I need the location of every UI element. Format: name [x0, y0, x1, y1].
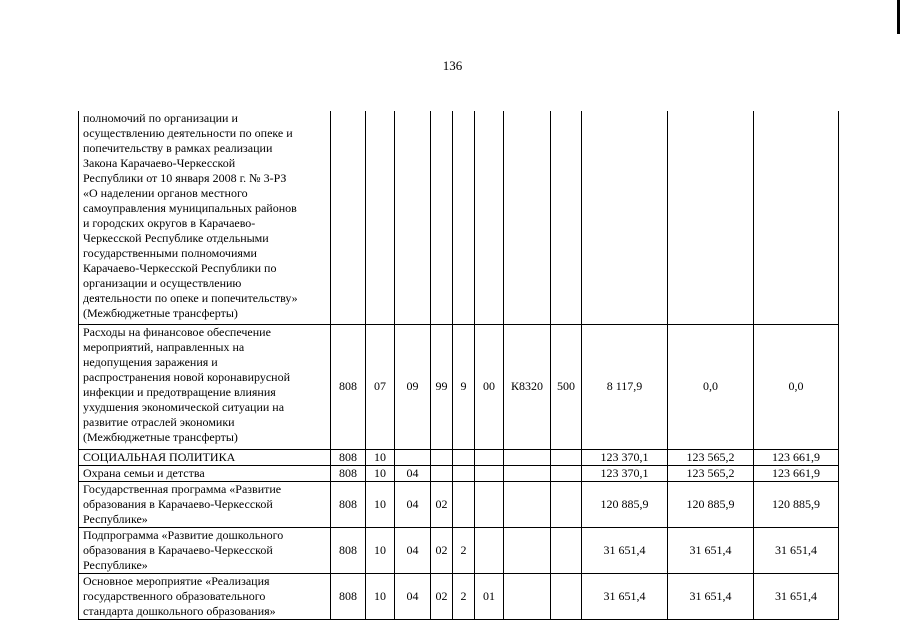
item-name-line: образования в Карачаево-Черкесской [83, 542, 273, 557]
section-cell: 10 [366, 527, 395, 573]
event-cell: 00 [475, 324, 504, 449]
item-name-line: «О наделении органов местного [83, 186, 248, 200]
item-name-line: государственного образовательного [83, 588, 266, 603]
item-name-cell [79, 465, 331, 481]
item-name-cell [79, 481, 331, 527]
item-name-line: осуществлению деятельности по опеке и [83, 126, 293, 140]
section-cell: 10 [366, 573, 395, 619]
admin-code-cell [331, 111, 366, 324]
subprogram-cell [453, 465, 475, 481]
item-name-line: полномочий по организации и [83, 111, 238, 125]
amount-2022-cell: 31 651,4 [754, 573, 839, 619]
subsection-cell: 04 [395, 465, 431, 481]
subprogram-cell [453, 111, 475, 324]
section-cell: 10 [366, 465, 395, 481]
amount-2021-cell: 120 885,9 [668, 481, 754, 527]
amount-2022-cell: 123 661,9 [754, 465, 839, 481]
item-name-line: организации и осуществлению [83, 276, 242, 290]
amount-2021-cell: 31 651,4 [668, 527, 754, 573]
table-row [79, 527, 839, 573]
admin-code-cell: 808 [331, 573, 366, 619]
direction-cell [504, 573, 551, 619]
subsection-cell [395, 111, 431, 324]
subprogram-cell: 9 [453, 324, 475, 449]
subprogram-cell: 2 [453, 527, 475, 573]
item-name-line: самоуправления муниципальных районов [83, 201, 297, 215]
amount-2020-cell: 123 370,1 [582, 465, 668, 481]
expense-type-cell [551, 465, 582, 481]
program-cell [431, 111, 453, 324]
amount-2022-cell [754, 111, 839, 324]
event-cell [475, 465, 504, 481]
table-row [79, 481, 839, 527]
amount-2021-cell: 123 565,2 [668, 449, 754, 465]
subsection-cell: 09 [395, 324, 431, 449]
item-name-line: Закона Карачаево-Черкесской [83, 156, 236, 170]
direction-cell [504, 111, 551, 324]
subprogram-cell [453, 481, 475, 527]
admin-code-cell: 808 [331, 465, 366, 481]
item-name-line: Карачаево-Черкесской Республики по [83, 261, 277, 275]
item-name-cell [79, 573, 331, 619]
section-cell: 10 [366, 449, 395, 465]
expense-type-cell [551, 573, 582, 619]
admin-code-cell: 808 [331, 449, 366, 465]
program-cell [431, 465, 453, 481]
amount-2021-cell: 0,0 [668, 324, 754, 449]
section-cell: 07 [366, 324, 395, 449]
item-name-line: государственными полномочиями [83, 246, 257, 260]
item-name-line: недопущения заражения и [83, 354, 218, 369]
item-name-cell [79, 111, 331, 324]
item-name-line: образования в Карачаево-Черкесской [83, 496, 273, 511]
item-name-line: ухудшения экономической ситуации на [83, 399, 285, 414]
program-cell: 02 [431, 573, 453, 619]
subsection-cell: 04 [395, 573, 431, 619]
item-name-line: (Межбюджетные трансферты) [83, 429, 238, 444]
amount-2020-cell: 31 651,4 [582, 573, 668, 619]
program-cell: 02 [431, 481, 453, 527]
table-row [79, 465, 839, 481]
section-cell [366, 111, 395, 324]
item-name-line: Расходы на финансовое обеспечение [83, 324, 271, 339]
expense-type-cell [551, 449, 582, 465]
event-cell: 01 [475, 573, 504, 619]
amount-2020-cell: 123 370,1 [582, 449, 668, 465]
program-cell [431, 449, 453, 465]
admin-code-cell: 808 [331, 324, 366, 449]
item-name-line: мероприятий, направленных на [83, 339, 245, 354]
page-number: 136 [442, 58, 463, 73]
item-name-line: Охрана семьи и детства [83, 465, 205, 480]
item-name-line: Республике» [83, 511, 148, 526]
direction-cell [504, 527, 551, 573]
program-cell: 99 [431, 324, 453, 449]
budget-table [78, 111, 839, 620]
item-name-line: Республики от 10 января 2008 г. № 3-РЗ [83, 171, 287, 185]
subprogram-cell [453, 449, 475, 465]
direction-cell [504, 449, 551, 465]
subsection-cell: 04 [395, 481, 431, 527]
item-name-line: Подпрограмма «Развитие дошкольного [83, 527, 284, 542]
direction-cell: К8320 [504, 324, 551, 449]
item-name-line: деятельности по опеке и попечительству» [83, 291, 298, 305]
direction-cell [504, 465, 551, 481]
item-name-line: Республике» [83, 557, 148, 572]
table-row [79, 449, 839, 465]
item-name-line: попечительству в рамках реализации [83, 141, 273, 155]
amount-2021-cell [668, 111, 754, 324]
item-name-cell [79, 324, 331, 449]
amount-2022-cell: 0,0 [754, 324, 839, 449]
item-name-line: и городских округов в Карачаево- [83, 216, 256, 230]
subsection-cell: 04 [395, 527, 431, 573]
direction-cell [504, 481, 551, 527]
table-body [79, 111, 839, 619]
item-name-line: стандарта дошкольного образования» [83, 603, 276, 618]
amount-2020-cell: 8 117,9 [582, 324, 668, 449]
item-name-line: СОЦИАЛЬНАЯ ПОЛИТИКА [83, 449, 236, 464]
item-name-line: распространения новой коронавирусной [83, 369, 291, 384]
admin-code-cell: 808 [331, 481, 366, 527]
expense-type-cell: 500 [551, 324, 582, 449]
item-name-cell [79, 449, 331, 465]
admin-code-cell: 808 [331, 527, 366, 573]
item-name-cell [79, 527, 331, 573]
item-name-line: развитие отраслей экономики [83, 414, 235, 429]
amount-2020-cell [582, 111, 668, 324]
table-row [79, 111, 839, 324]
amount-2021-cell: 31 651,4 [668, 573, 754, 619]
scan-edge-mark [897, 0, 900, 34]
amount-2020-cell: 120 885,9 [582, 481, 668, 527]
table-row [79, 324, 839, 449]
subprogram-cell: 2 [453, 573, 475, 619]
amount-2021-cell: 123 565,2 [668, 465, 754, 481]
table-row [79, 573, 839, 619]
item-name-line: Основное мероприятие «Реализация [83, 573, 270, 588]
expense-type-cell [551, 481, 582, 527]
amount-2022-cell: 123 661,9 [754, 449, 839, 465]
amount-2022-cell: 31 651,4 [754, 527, 839, 573]
amount-2020-cell: 31 651,4 [582, 527, 668, 573]
item-name-line: (Межбюджетные трансферты) [83, 306, 238, 320]
event-cell [475, 527, 504, 573]
expense-type-cell [551, 527, 582, 573]
event-cell [475, 481, 504, 527]
event-cell [475, 449, 504, 465]
item-name-line: Государственная программа «Развитие [83, 481, 282, 496]
subsection-cell [395, 449, 431, 465]
event-cell [475, 111, 504, 324]
item-name-line: инфекции и предотвращение влияния [83, 384, 276, 399]
item-name-line: Черкесской Республике отдельными [83, 231, 269, 245]
amount-2022-cell: 120 885,9 [754, 481, 839, 527]
section-cell: 10 [366, 481, 395, 527]
expense-type-cell [551, 111, 582, 324]
program-cell: 02 [431, 527, 453, 573]
